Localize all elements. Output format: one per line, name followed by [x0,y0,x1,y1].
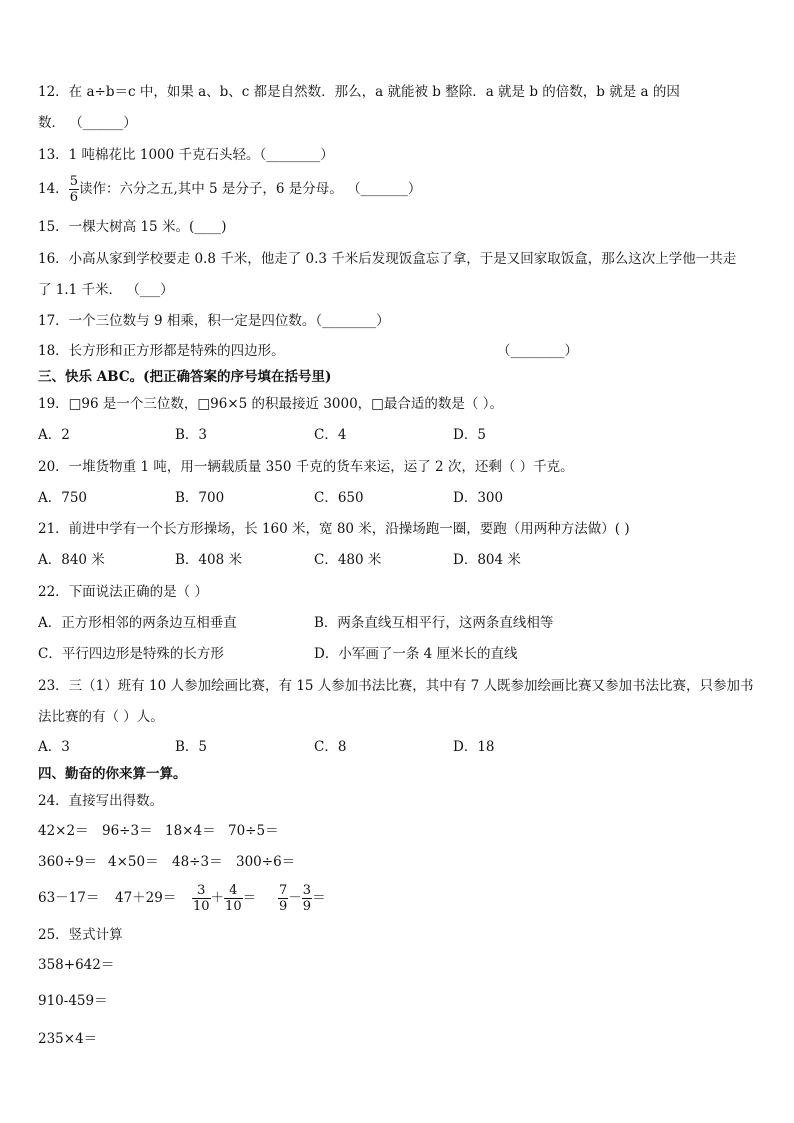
equals-sign: ＝ [242,890,257,906]
question-20: 20．一堆货物重 1 吨，用一辆载质量 350 千克的货车来运，运了 2 次，还剩（ ）千克。 [38,459,574,475]
question-16-line2: 了 1.1 千米． （___） [38,282,174,298]
q19-option-a: A．2 [38,427,70,443]
fraction-denominator: 6 [69,190,78,205]
question-17: 17．一个三位数与 9 相乘，积一定是四位数。（________） [38,313,390,329]
fraction-numerator: 3 [192,883,211,899]
fraction-three-tenths [192,883,211,914]
fraction-three-ninths [302,883,312,914]
calc-item: 18×4＝ [165,823,216,839]
section-4-heading: 四、勤奋的你来算一算。 [38,766,187,782]
question-23-line2: 法比赛的有（ ）人。 [38,709,164,725]
q20-option-b: B．700 [175,490,225,506]
q23-option-b: B．5 [175,739,208,755]
question-23-line1: 23．三（1）班有 10 人参加绘画比赛，有 15 人参加书法比赛，其中有 7 人既参加绘画比赛又参加书法比赛，只参加书 [38,678,754,694]
q22-option-a: A．正方形相邻的两条边互相垂直 [38,615,237,631]
fraction-denominator: 9 [302,899,312,914]
question-14-text: 读作：六分之五,其中 5 是分子，6 是分母。 （_______） [78,181,422,197]
q23-option-d: D．18 [453,739,495,755]
q20-option-a: A．750 [38,490,88,506]
q21-option-c: C．480 米 [314,552,382,568]
question-13: 13．1 吨棉花比 1000 千克石头轻。（________） [38,147,334,163]
fraction-numerator: 5 [69,174,78,189]
q19-option-b: B．3 [175,427,208,443]
fraction-numerator: 4 [224,883,243,899]
q21-option-b: B．408 米 [175,552,242,568]
question-21: 21．前进中学有一个长方形操场，长 160 米，宽 80 米，沿操场跑一圈，要跑（用两种方法做）( ) [38,521,630,537]
calc-item: 96÷3＝ [102,823,153,839]
question-18-blank: （________） [497,343,578,359]
fraction-numerator: 7 [279,883,288,898]
question-14-number: 14． [38,181,69,197]
q23-option-a: A．3 [38,739,70,755]
q21-option-a: A．840 米 [38,552,105,568]
question-12-line2: 数． （______） [38,115,137,131]
question-12-line1: 12．在 a÷b＝c 中，如果 a、b、c 都是自然数．那么，a 就能被 b 整除．a 就是 b 的倍数，b 就是 a 的因 [38,84,680,100]
question-15: 15．一棵大树高 15 米。(____) [38,219,227,235]
question-18: 18．长方形和正方形都是特殊的四边形。 [38,343,285,359]
fraction-subtraction [278,878,326,918]
question-22: 22．下面说法正确的是（ ） [38,584,208,600]
vertical-calc-item: 358+642＝ [38,957,115,973]
calc-item: 70÷5＝ [228,823,279,839]
fraction-seven-ninths [278,883,288,914]
fraction-denominator: 9 [279,899,288,914]
vertical-calc-item: 910-459＝ [38,993,108,1009]
q19-option-d: D．5 [453,427,486,443]
q20-option-d: D．300 [453,490,504,506]
fraction-denominator: 10 [225,899,242,914]
q19-option-c: C．4 [314,427,347,443]
calc-item: 63－17＝ [38,890,100,906]
plus-sign: ＋ [210,890,225,906]
question-19: 19．□96 是一个三位数，□96×5 的积最接近 3000，□最合适的数是（ ）。 [38,396,503,412]
calc-item: 300÷6＝ [236,854,296,870]
calc-item: 47＋29＝ [115,890,177,906]
section-3-heading: 三、快乐 ABC。(把正确答案的序号填在括号里) [38,369,332,385]
q21-option-d: D．804 米 [453,552,521,568]
fraction-denominator: 10 [193,899,210,914]
q22-option-c: C．平行四边形是特殊的长方形 [38,646,224,662]
question-16-line1: 16．小高从家到学校要走 0.8 千米，他走了 0.3 千米后发现饭盒忘了拿，于是又回家取饭盒，那么这次上学他一共走 [38,251,737,267]
q22-option-d: D．小军画了一条 4 厘米长的直线 [314,646,518,662]
fraction-addition [192,878,256,918]
q23-option-c: C．8 [314,739,347,755]
question-14 [38,172,421,206]
q20-option-c: C．650 [314,490,364,506]
minus-sign: － [288,890,302,906]
calc-item: 48÷3＝ [172,854,223,870]
calc-item: 4×50＝ [108,854,159,870]
vertical-calc-item: 235×4＝ [38,1031,98,1047]
fraction-four-tenths [224,883,243,914]
question-25-title: 25．竖式计算 [38,927,123,943]
calc-item: 42×2＝ [38,823,89,839]
equals-sign: ＝ [312,890,326,906]
q22-option-b: B．两条直线互相平行，这两条直线相等 [314,615,554,631]
calc-item: 360÷9＝ [38,854,98,870]
question-24-title: 24．直接写出得数。 [38,793,164,809]
fraction-numerator: 3 [302,883,312,898]
fraction-five-sixths [69,174,79,205]
